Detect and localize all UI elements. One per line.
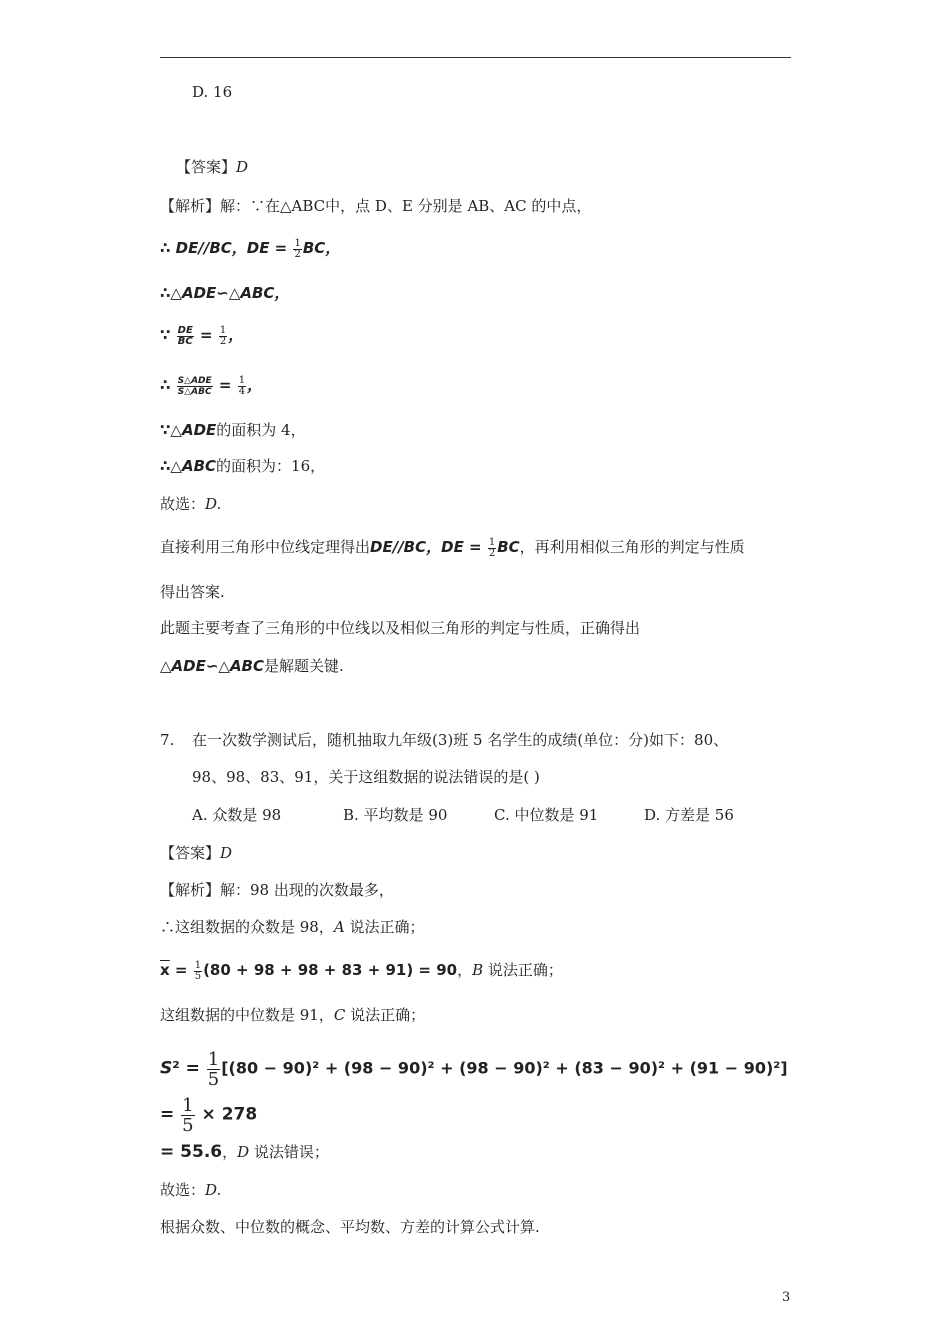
- q7-option-c: C. 中位数是 91: [494, 806, 599, 824]
- q7-analysis: [160, 880, 394, 900]
- q6-answer: [176, 157, 248, 177]
- q7-number: 7.: [160, 731, 175, 749]
- q7-stem-line-1: 在一次数学测试后，随机抽取九年级(3)班 5 名学生的成绩(单位：分)如下：80、: [192, 731, 729, 749]
- q7-stem-line-2: 98、98、83、91，关于这组数据的说法错误的是( ): [192, 768, 540, 786]
- q6-step-3: ∵ $\frac{DE}{BC}$ = $\frac{1}{2}$ ，: [160, 324, 244, 347]
- answer-label: 【答案】: [160, 844, 221, 862]
- q7-summary: 根据众数、中位数的概念、平均数、方差的计算公式计算.: [160, 1218, 540, 1236]
- q6-explanation-2: 得出答案.: [160, 583, 225, 601]
- analysis-intro: 解：∵在△ABC中，点 D、E 分别是 AB、AC 的中点，: [220, 197, 592, 215]
- q7-step-3: 这组数据的中位数是 91，C 说法正确；: [160, 1006, 426, 1024]
- answer-value: D: [236, 158, 249, 176]
- q7-answer: [160, 843, 232, 863]
- q6-analysis: [160, 196, 591, 216]
- q6-step-1: ∴ DE//BC，DE = $\frac{1}{2}$ BC，: [160, 237, 341, 260]
- q6-step-6: ∴△ABC的面积为：16，: [160, 457, 326, 475]
- q6-step-7: 故选：D.: [160, 495, 222, 513]
- q7-step-4: S² = $\frac{1}{5}$ [(80 − 90)² + (98 − 90)² + (98 − 90)² + (83 − 90)² + (91 − 90)²]: [160, 1049, 788, 1090]
- q7-step-6: = 55.6，D 说法错误；: [160, 1142, 329, 1162]
- q6-comment-1: 此题主要考查了三角形的中位线以及相似三角形的判定与性质，正确得出: [160, 619, 641, 637]
- q6-option-d: D. 16: [192, 83, 233, 101]
- q7-step-2: $\overline{x}$ = $\frac{1}{5}$ (80 + 98 + 98 + 83 + 91) = 90，B 说法正确；: [160, 959, 563, 982]
- page-number: 3: [782, 1290, 791, 1305]
- q6-explanation-1: 直接利用三角形中位线定理得出DE//BC，DE = $\frac{1}{2}$ BC，再利用相似三角形的判定与性质: [160, 536, 745, 559]
- q6-step-4: ∴ $\frac{\text{S△ADE}}{\text{S△ABC}}$ = $\frac{1}{4}$ ，: [160, 374, 263, 397]
- q7-option-d: D. 方差是 56: [644, 806, 734, 824]
- q7-step-5: = $\frac{1}{5}$ × 278: [160, 1095, 258, 1136]
- q6-step-5: ∵△ADE的面积为 4，: [160, 421, 306, 439]
- analysis-intro: 解：98 出现的次数最多，: [220, 881, 394, 899]
- q6-comment-2: △ADE∽△ABC是解题关键.: [160, 657, 344, 675]
- answer-value: D: [220, 844, 233, 862]
- q7-option-a: A. 众数是 98: [192, 806, 282, 824]
- analysis-label: 【解析】: [160, 197, 221, 215]
- q7-step-7: 故选：D.: [160, 1181, 222, 1199]
- q6-step-2: ∴△ADE∽△ABC，: [160, 284, 290, 302]
- analysis-label: 【解析】: [160, 881, 221, 899]
- q7-step-1: ∴这组数据的众数是 98，A 说法正确；: [160, 918, 425, 936]
- header-rule: [160, 57, 791, 58]
- answer-label: 【答案】: [176, 158, 237, 176]
- q7-option-b: B. 平均数是 90: [343, 806, 448, 824]
